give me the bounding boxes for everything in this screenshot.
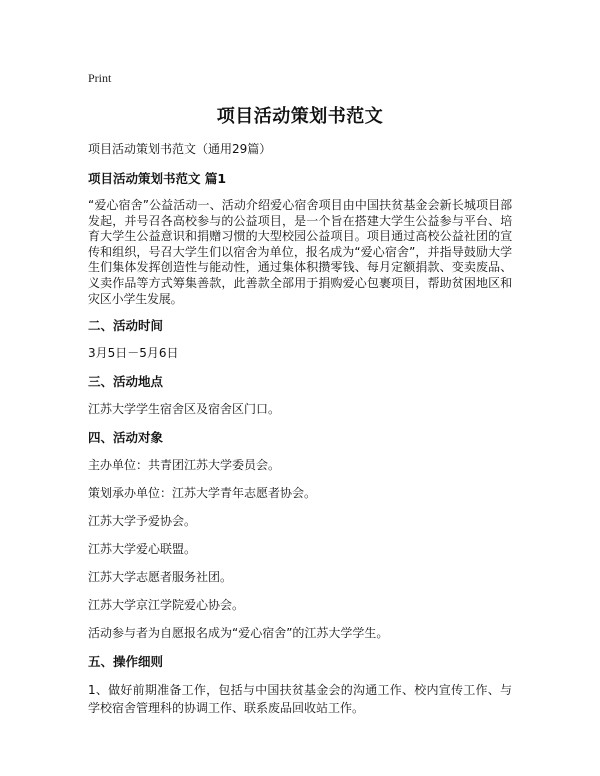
target-line: 江苏大学志愿者服务社团。 [88, 570, 233, 585]
place-text: 江苏大学学生宿舍区及宿舍区门口。 [88, 402, 281, 417]
target-line: 江苏大学予爱协会。 [88, 514, 197, 529]
target-line: 江苏大学京江学院爱心协会。 [88, 598, 245, 613]
section-heading-ops: 五、操作细则 [88, 654, 164, 670]
target-line: 江苏大学爱心联盟。 [88, 542, 197, 557]
article-heading: 项目活动策划书范文 篇1 [88, 171, 227, 186]
target-line: 策划承办单位：江苏大学青年志愿者协会。 [88, 486, 317, 501]
target-line: 主办单位：共青团江苏大学委员会。 [88, 458, 281, 473]
subtitle: 项目活动策划书范文（通用29篇） [88, 142, 272, 156]
time-text: 3月5日－5月6日 [88, 346, 179, 361]
page-title: 项目活动策划书范文 [216, 106, 384, 127]
section-heading-time: 二、活动时间 [88, 318, 164, 334]
target-line: 活动参与者为自愿报名成为“爱心宿舍”的江苏大学学生。 [88, 626, 389, 641]
section-heading-target: 四、活动对象 [88, 430, 164, 446]
print-link[interactable]: Print [88, 71, 112, 85]
section-heading-place: 三、活动地点 [88, 374, 164, 390]
intro-paragraph: “爱心宿舍”公益活动一、活动介绍爱心宿舍项目由中国扶贫基金会新长城项目部发起，并号召各高校参与的公益项目，是一个旨在搭建大学生公益参与平台、培育大学生公益意识和捐赠习惯的大型校园公益项目。项目通过高校公益社团的宣传和组织，号召大学生们以宿舍为单位，报名成为“爱心宿舍”，并指导鼓励大学生们集体发挥创造性与能动性，通过集体积攒零钱、每月定额捐款、变卖废品、义卖作品等方式筹集善款，此善款全部用于捐购爱心包裹项目，帮助贫困地区和灾区小学生发展。 [88, 198, 512, 306]
ops-text: 1、做好前期准备工作，包括与中国扶贫基金会的沟通工作、校内宣传工作、与学校宿舍管理科的协调工作、联系废品回收站工作。 [88, 683, 512, 716]
